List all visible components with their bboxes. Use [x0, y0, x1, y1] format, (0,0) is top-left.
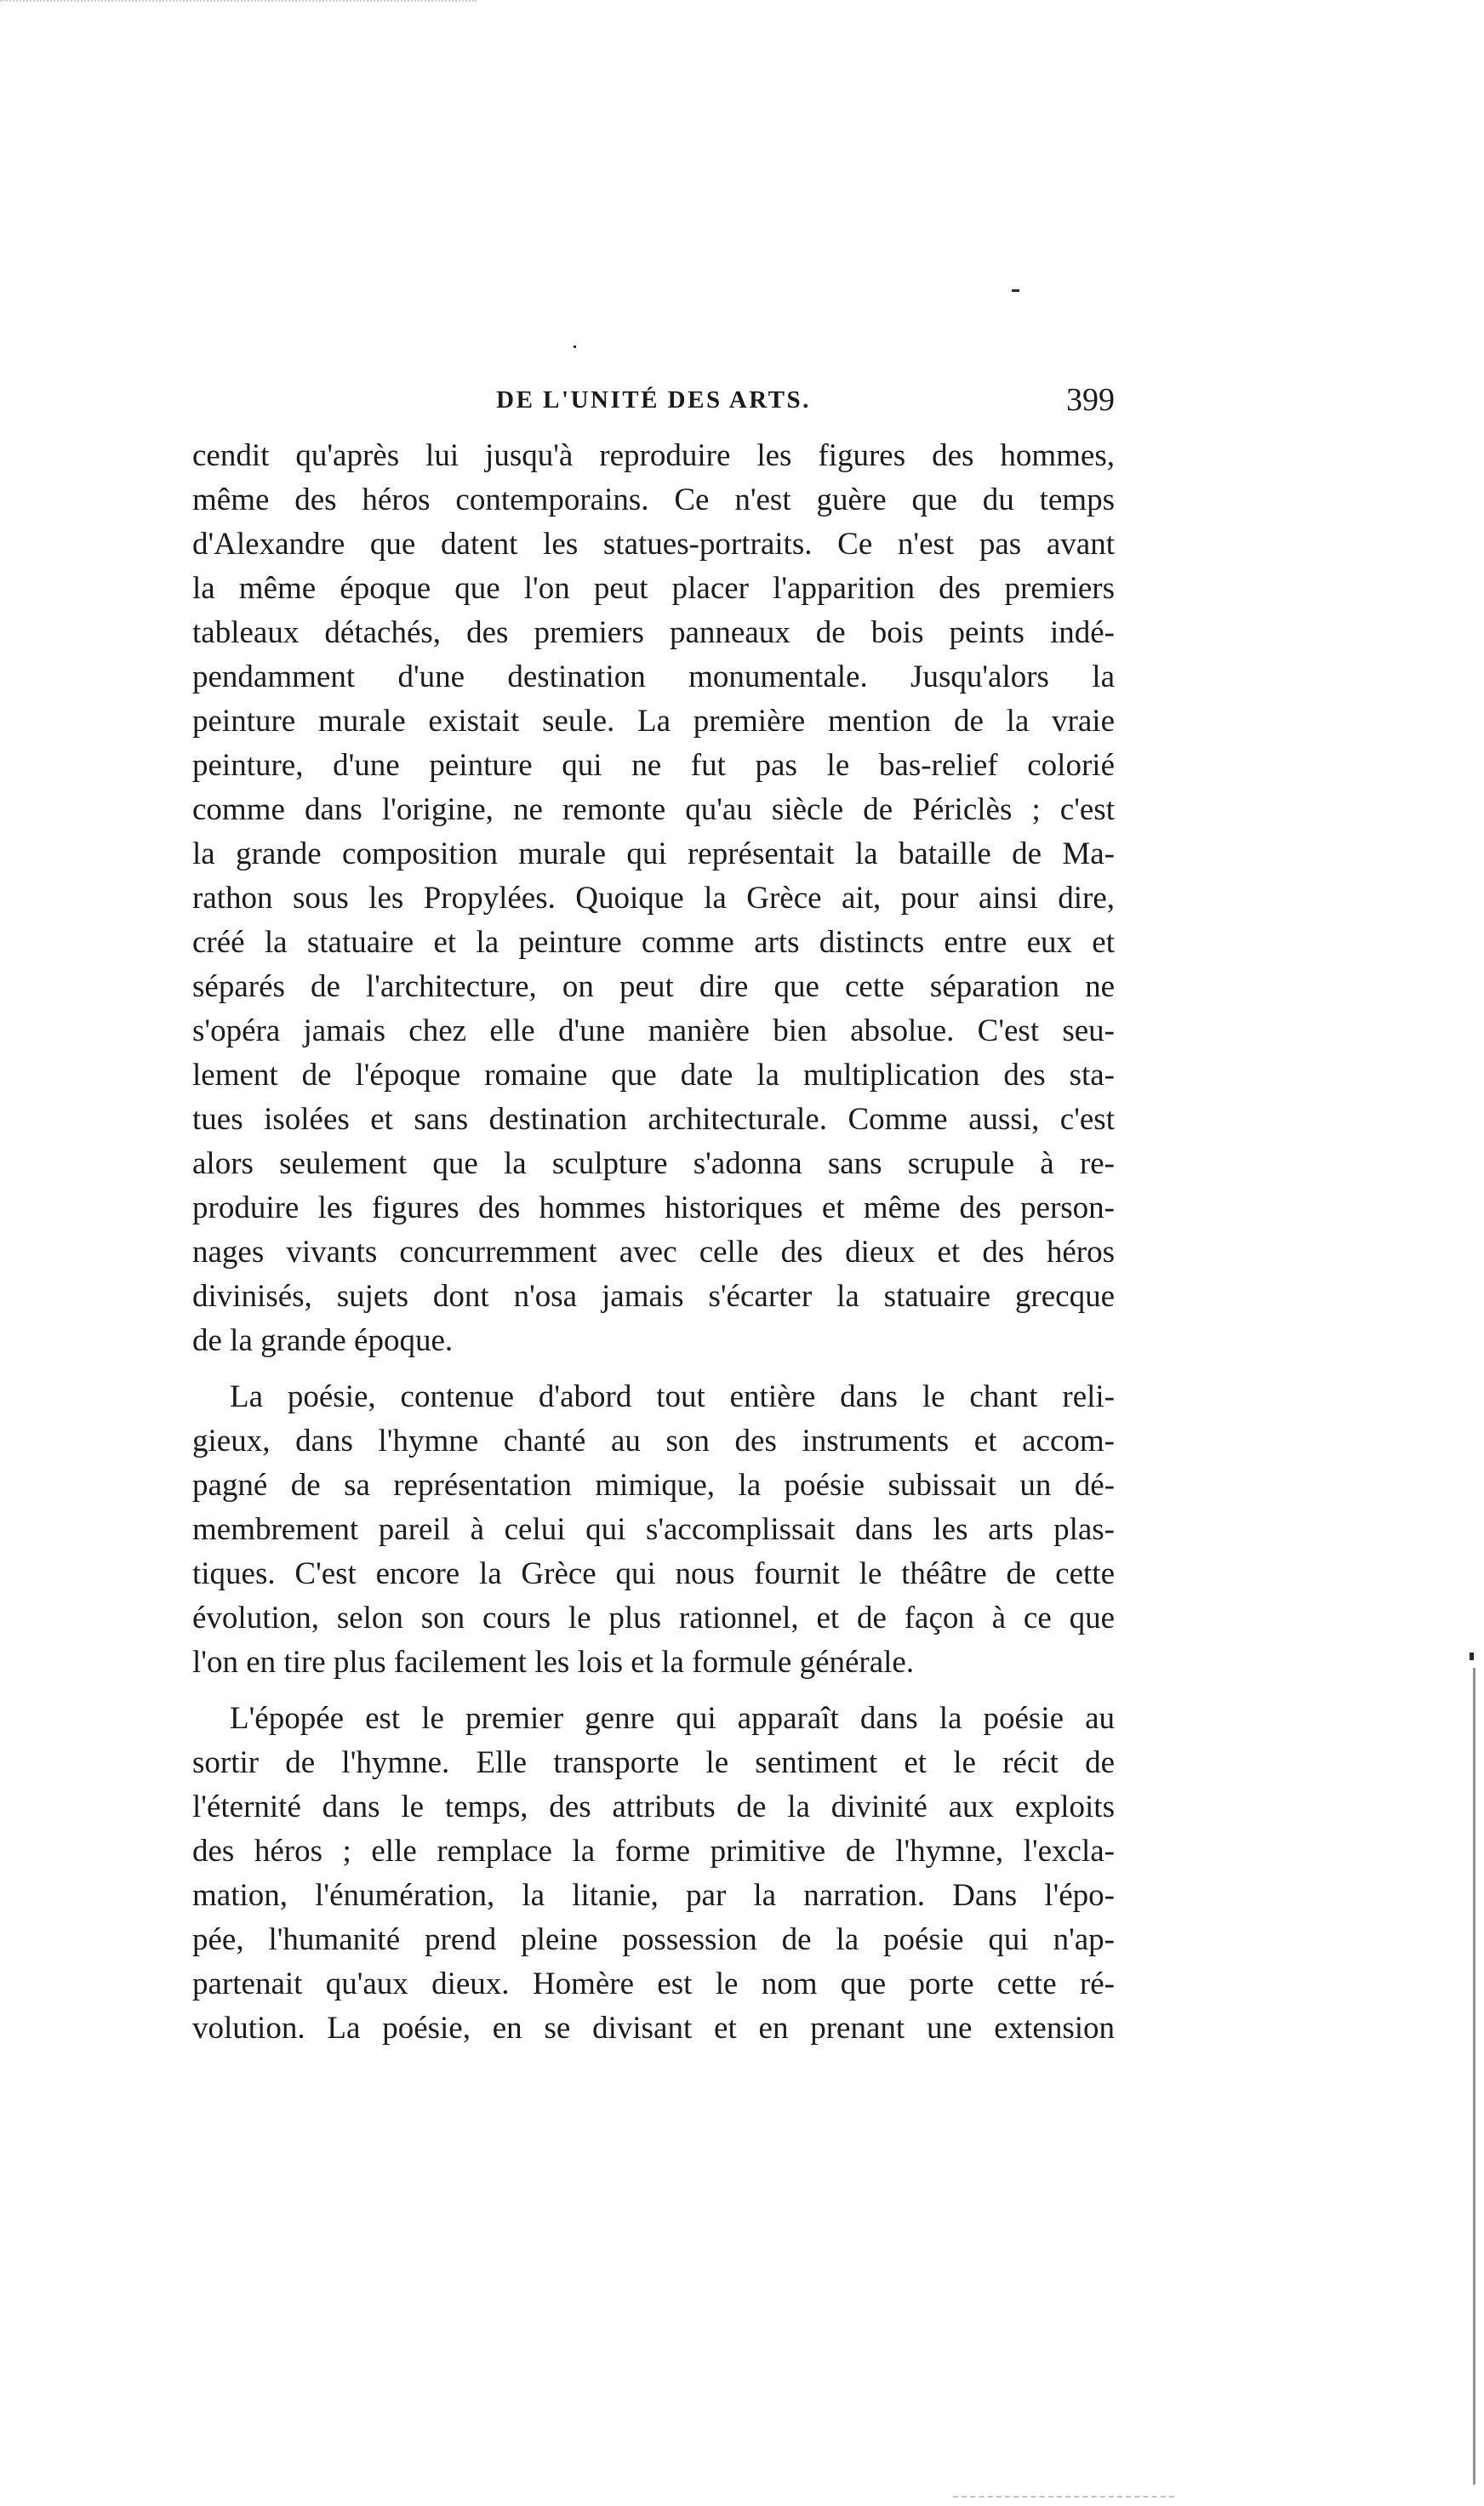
text-line: volution. La poésie, en se divisant et en prenant une extension: [192, 2011, 1115, 2046]
text-line: l'on en tire plus facilement les lois et la formule générale.: [192, 1645, 915, 1680]
text-line: lement de l'époque romaine que date la multiplication des sta-: [192, 1058, 1115, 1093]
running-head: [192, 381, 1115, 432]
text-line: tableaux détachés, des premiers panneaux de bois peints indé-: [192, 615, 1115, 650]
text-line: L'épopée est le premier genre qui apparaît dans la poésie au: [230, 1701, 1115, 1736]
text-line: évolution, selon son cours le plus rationnel, et de façon à ce que: [192, 1601, 1115, 1635]
text-line: pée, l'humanité prend pleine possession de la poésie qui n'ap-: [192, 1922, 1115, 1957]
scan-edge-line: [1473, 1668, 1475, 2485]
text-line: l'éternité dans le temps, des attributs de la divinité aux exploits: [192, 1790, 1115, 1824]
text-line: partenait qu'aux dieux. Homère est le nom que porte cette ré-: [192, 1967, 1115, 2001]
text-line: peinture murale existait seule. La première mention de la vraie: [192, 704, 1115, 739]
body-text: [192, 434, 1115, 2051]
text-line: alors seulement que la sculpture s'adonna sans scrupule à re-: [192, 1146, 1115, 1181]
text-line: divinisés, sujets dont n'osa jamais s'écarter la statuaire grecque: [192, 1279, 1115, 1314]
text-line: de la grande époque.: [192, 1323, 454, 1358]
paragraph-2: [192, 1375, 1115, 1685]
text-line: créé la statuaire et la peinture comme arts distincts entre eux et: [192, 925, 1115, 960]
paragraph-gap: [192, 1363, 1115, 1375]
text-line: la grande composition murale qui représentait la bataille de Ma-: [192, 836, 1115, 871]
text-line: La poésie, contenue d'abord tout entière dans le chant reli-: [230, 1379, 1115, 1414]
text-line: d'Alexandre que datent les statues-portraits. Ce n'est pas avant: [192, 527, 1115, 562]
text-line: tues isolées et sans destination architecturale. Comme aussi, c'est: [192, 1102, 1115, 1137]
ink-speck: [1470, 1653, 1474, 1660]
text-line: la même époque que l'on peut placer l'apparition des premiers: [192, 571, 1115, 606]
ink-speck: [1012, 289, 1019, 292]
paragraph-gap: [192, 1685, 1115, 1697]
running-title: DE L'UNITÉ DES ARTS.: [496, 386, 811, 414]
paragraph-1: [192, 434, 1115, 1363]
text-line: produire les figures des hommes historiques et même des person-: [192, 1190, 1115, 1225]
text-line: cendit qu'après lui jusqu'à reproduire les figures des hommes,: [192, 438, 1115, 473]
text-line: même des héros contemporains. Ce n'est guère que du temps: [192, 482, 1115, 517]
text-line: rathon sous les Propylées. Quoique la Grèce ait, pour ainsi dire,: [192, 881, 1115, 916]
text-line: des héros ; elle remplace la forme primitive de l'hymne, l'excla-: [192, 1834, 1115, 1869]
ink-speck: [574, 345, 576, 348]
scan-edge-marks: [0, 0, 477, 9]
text-line: tiques. C'est encore la Grèce qui nous fournit le théâtre de cette: [192, 1556, 1115, 1591]
text-line: pendamment d'une destination monumentale. Jusqu'alors la: [192, 659, 1115, 694]
text-line: séparés de l'architecture, on peut dire que cette séparation ne: [192, 969, 1115, 1004]
scan-edge-marks: [953, 2496, 1174, 2501]
text-line: pagné de sa représentation mimique, la poésie subissait un dé-: [192, 1468, 1115, 1503]
text-line: comme dans l'origine, ne remonte qu'au siècle de Périclès ; c'est: [192, 792, 1115, 827]
text-line: nages vivants concurremment avec celle des dieux et des héros: [192, 1235, 1115, 1270]
text-line: s'opéra jamais chez elle d'une manière bien absolue. C'est seu-: [192, 1013, 1115, 1048]
text-line: sortir de l'hymne. Elle transporte le sentiment et le récit de: [192, 1745, 1115, 1780]
text-line: gieux, dans l'hymne chanté au son des instruments et accom-: [192, 1424, 1115, 1459]
text-line: mation, l'énumération, la litanie, par la narration. Dans l'épo-: [192, 1878, 1115, 1913]
paragraph-3: [192, 1697, 1115, 2051]
text-line: peinture, d'une peinture qui ne fut pas le bas-relief colorié: [192, 748, 1115, 783]
page-number: 399: [1066, 382, 1115, 418]
text-line: membrement pareil à celui qui s'accomplissait dans les arts plas-: [192, 1512, 1115, 1547]
